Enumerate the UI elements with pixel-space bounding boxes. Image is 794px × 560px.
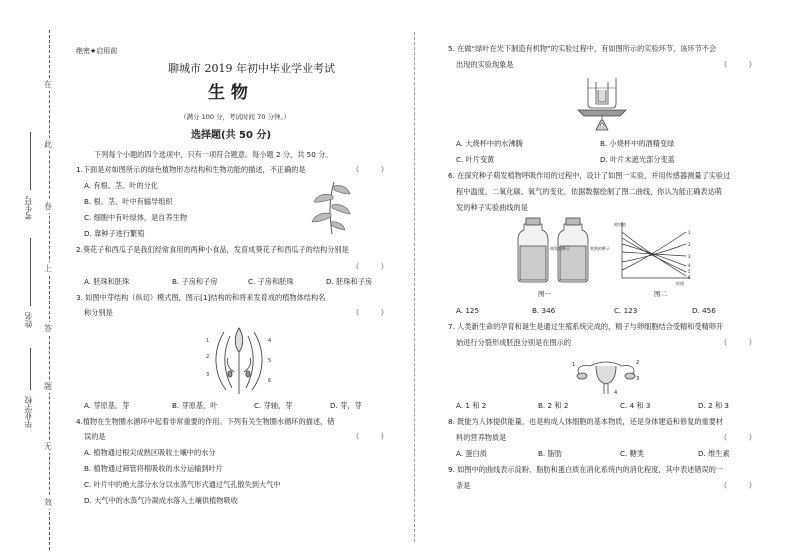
answer-blank[interactable]: （ ）	[720, 481, 756, 490]
bottle-label: 煮熟的种子	[590, 246, 610, 251]
bottle-label: 萌发的种子	[550, 246, 570, 251]
answer-blank[interactable]: （ ）	[720, 433, 756, 442]
option[interactable]: A. 植物通过根尖成熟区吸收土壤中的水分	[84, 448, 216, 457]
binding-char: 上	[44, 264, 52, 273]
question-stem-cont: 误的是	[84, 432, 106, 441]
option[interactable]: B. 小烧杯中的酒精变绿	[600, 139, 675, 148]
figure-number: 4	[614, 390, 618, 396]
option[interactable]: A. 有根、茎、叶的分化	[84, 181, 159, 190]
secret-mark: 绝密★启用前	[76, 47, 118, 55]
figure-number: 3	[636, 376, 640, 382]
option[interactable]: D. 大气中的水蒸气冷凝成水落入土壤供植物吸收	[84, 496, 238, 505]
option[interactable]: C. 叶片中的绝大部分水分以水蒸气形式通过气孔散失到大气中	[84, 480, 281, 489]
option[interactable]: B. 芽原基，叶	[172, 401, 218, 410]
binding-line	[49, 30, 50, 550]
option[interactable]: B. 脂肪	[538, 449, 562, 458]
figure-caption: 图一	[538, 290, 551, 298]
option[interactable]: D. 456	[692, 306, 716, 315]
score-note: （满分 100 分，考试时间 70 分钟。）	[180, 113, 291, 121]
option[interactable]: B. 植物通过筛管将根吸收的水分运输到叶片	[84, 464, 223, 473]
binding-char: 效	[44, 498, 52, 507]
option[interactable]: C. 叶片变黄	[456, 155, 495, 164]
question-stem: 4.植物在生物圈水循环中起着非常重要的作用。下列有关生物圈水循环的描述，错	[76, 417, 335, 426]
option[interactable]: B. 子房和子房	[172, 277, 218, 286]
option[interactable]: C. 4 和 3	[620, 401, 651, 410]
curve-number: 2	[688, 242, 691, 247]
question-stem-cont: 发的种子实验曲线的是	[456, 203, 528, 212]
option[interactable]: C. 细胞中有叶绿体，是自养生物	[84, 213, 188, 222]
answer-blank[interactable]: （ ）	[720, 338, 756, 347]
question-stem-cont: 始进行分裂形成胚泡分别是在图示的	[456, 338, 572, 347]
graph-xlabel: 时间	[676, 281, 684, 286]
question-stem: 2.葵花子和西瓜子是我们经常食用的两种小食品，发育成葵花子和西瓜子的结构分别是	[76, 245, 349, 254]
question-stem-cont: 料的营养物质是	[456, 433, 507, 442]
option[interactable]: A. 胚珠和胚珠	[84, 277, 130, 286]
option[interactable]: A. 1 和 2	[456, 401, 487, 410]
name-label: 姓名	[24, 312, 33, 328]
question-stem: 9. 如图中的曲线表示淀粉、脂肪和蛋白质在消化系统内的消化程度，其中表述错误的一	[448, 465, 724, 474]
curve-number: 6	[688, 275, 691, 280]
bud-figure	[204, 322, 274, 396]
question-stem: 8. 既能为人体提供能量，也是构成人体细胞的基本物质，还是身体建造和修复的重要材	[448, 417, 724, 426]
subject-title: 生 物	[208, 83, 248, 103]
question-stem-cont: 称分别是	[84, 308, 113, 317]
question-stem-cont: 条是	[456, 481, 471, 490]
binding-char: 在	[44, 80, 52, 89]
figure-number: 3	[206, 372, 210, 378]
graph-ylabel: 相对值	[614, 222, 626, 227]
curve-number: 5	[688, 269, 691, 274]
question-stem-cont: 程中温度、二氧化碳、氧气的变化，依据数据绘制了图二曲线，你认为能正确表达萌	[456, 187, 722, 196]
option[interactable]: D. 维生素	[698, 449, 730, 458]
answer-blank[interactable]: （ ）	[352, 308, 388, 317]
option[interactable]: C. 芽轴，芽	[254, 401, 293, 410]
option[interactable]: C. 123	[614, 306, 638, 315]
option[interactable]: D. 芽，芽	[330, 401, 362, 410]
binding-char: 无	[44, 442, 52, 451]
binding-char: 卷	[44, 202, 52, 211]
name-field[interactable]	[30, 238, 31, 306]
reproductive-system-figure	[570, 354, 642, 396]
school-field[interactable]	[30, 348, 31, 390]
option[interactable]: B. 346	[532, 306, 556, 315]
option[interactable]: D. 靠种子进行繁殖	[84, 229, 145, 238]
option[interactable]: A. 蛋白质	[456, 449, 487, 458]
instruction-text: 下列每个小题的四个选项中，只有一项符合题意。每小题 2 分，共 50 分。	[94, 150, 333, 159]
binding-char: 此	[44, 140, 52, 149]
figure-number: 2	[636, 360, 640, 366]
binding-char: 题	[44, 382, 52, 391]
figure-number: 6	[268, 378, 272, 384]
figure-number: 1	[206, 338, 210, 344]
option[interactable]: A. 芽原基，芽	[84, 401, 130, 410]
curve-number: 1	[688, 230, 691, 235]
option[interactable]: A. 125	[456, 306, 480, 315]
answer-blank[interactable]: （ ）	[352, 165, 388, 174]
option[interactable]: B. 根、茎、叶中有输导组织	[84, 197, 173, 206]
option[interactable]: B. 2 和 2	[538, 401, 569, 410]
examinee-number-label: 考生号	[24, 196, 33, 220]
answer-blank[interactable]: （ ）	[720, 60, 756, 69]
curve-number: 3	[688, 254, 691, 259]
question-stem-cont: 出现的实验现象是	[456, 60, 514, 69]
option[interactable]: A. 大烧杯中的水沸腾	[456, 139, 523, 148]
question-stem: 5. 在做“绿叶在光下制造有机物”的实验过程中，有如图所示的实验环节，该环节不会	[448, 44, 717, 53]
figure-number: 1	[572, 362, 576, 368]
examinee-number-field[interactable]	[30, 132, 31, 190]
fern-figure	[308, 178, 354, 236]
figure-number: 5	[268, 358, 272, 364]
figure-caption: 图二	[654, 290, 667, 298]
question-stem: 1.下面是对如图所示的绿色植物形态结构和生物功能的描述，不正确的是	[76, 165, 306, 174]
figure-number: 2	[206, 354, 210, 360]
alcohol-bath-figure	[574, 74, 630, 132]
column-divider	[414, 32, 415, 542]
exam-title: 聊城市 2019 年初中毕业学业考试	[168, 62, 335, 75]
option[interactable]: D. 胚珠和子房	[326, 277, 373, 286]
curve-graph	[614, 220, 694, 286]
binding-char: 答	[44, 324, 52, 333]
question-stem: 6. 在探究种子萌发植物呼吸作用的过程中，设计了如图一实验，并用传感器测量了实验过	[448, 171, 731, 180]
option[interactable]: D. 叶片未遮光部分变蓝	[600, 155, 675, 164]
option[interactable]: D. 2 和 3	[698, 401, 730, 410]
option[interactable]: C. 糖类	[620, 449, 644, 458]
question-stem: 7. 人类新生命的孕育和诞生是通过生殖系统完成的，精子与卵细胞结合受精和受精卵开	[448, 322, 724, 331]
answer-blank[interactable]: （ ）	[352, 262, 388, 271]
option[interactable]: C. 子房和胚珠	[248, 277, 294, 286]
figure-number: 4	[268, 338, 272, 344]
curve-number: 4	[688, 263, 691, 268]
school-label: 毕业学校	[24, 396, 33, 428]
question-stem: 3. 如图中芽结构（纵切）模式图，图示[1]结构的和将来发育成的植物体结构名	[76, 293, 326, 302]
section-title: 选择题(共 50 分)	[191, 130, 272, 141]
bottles-figure	[514, 216, 610, 286]
answer-blank[interactable]: （ ）	[352, 432, 388, 441]
